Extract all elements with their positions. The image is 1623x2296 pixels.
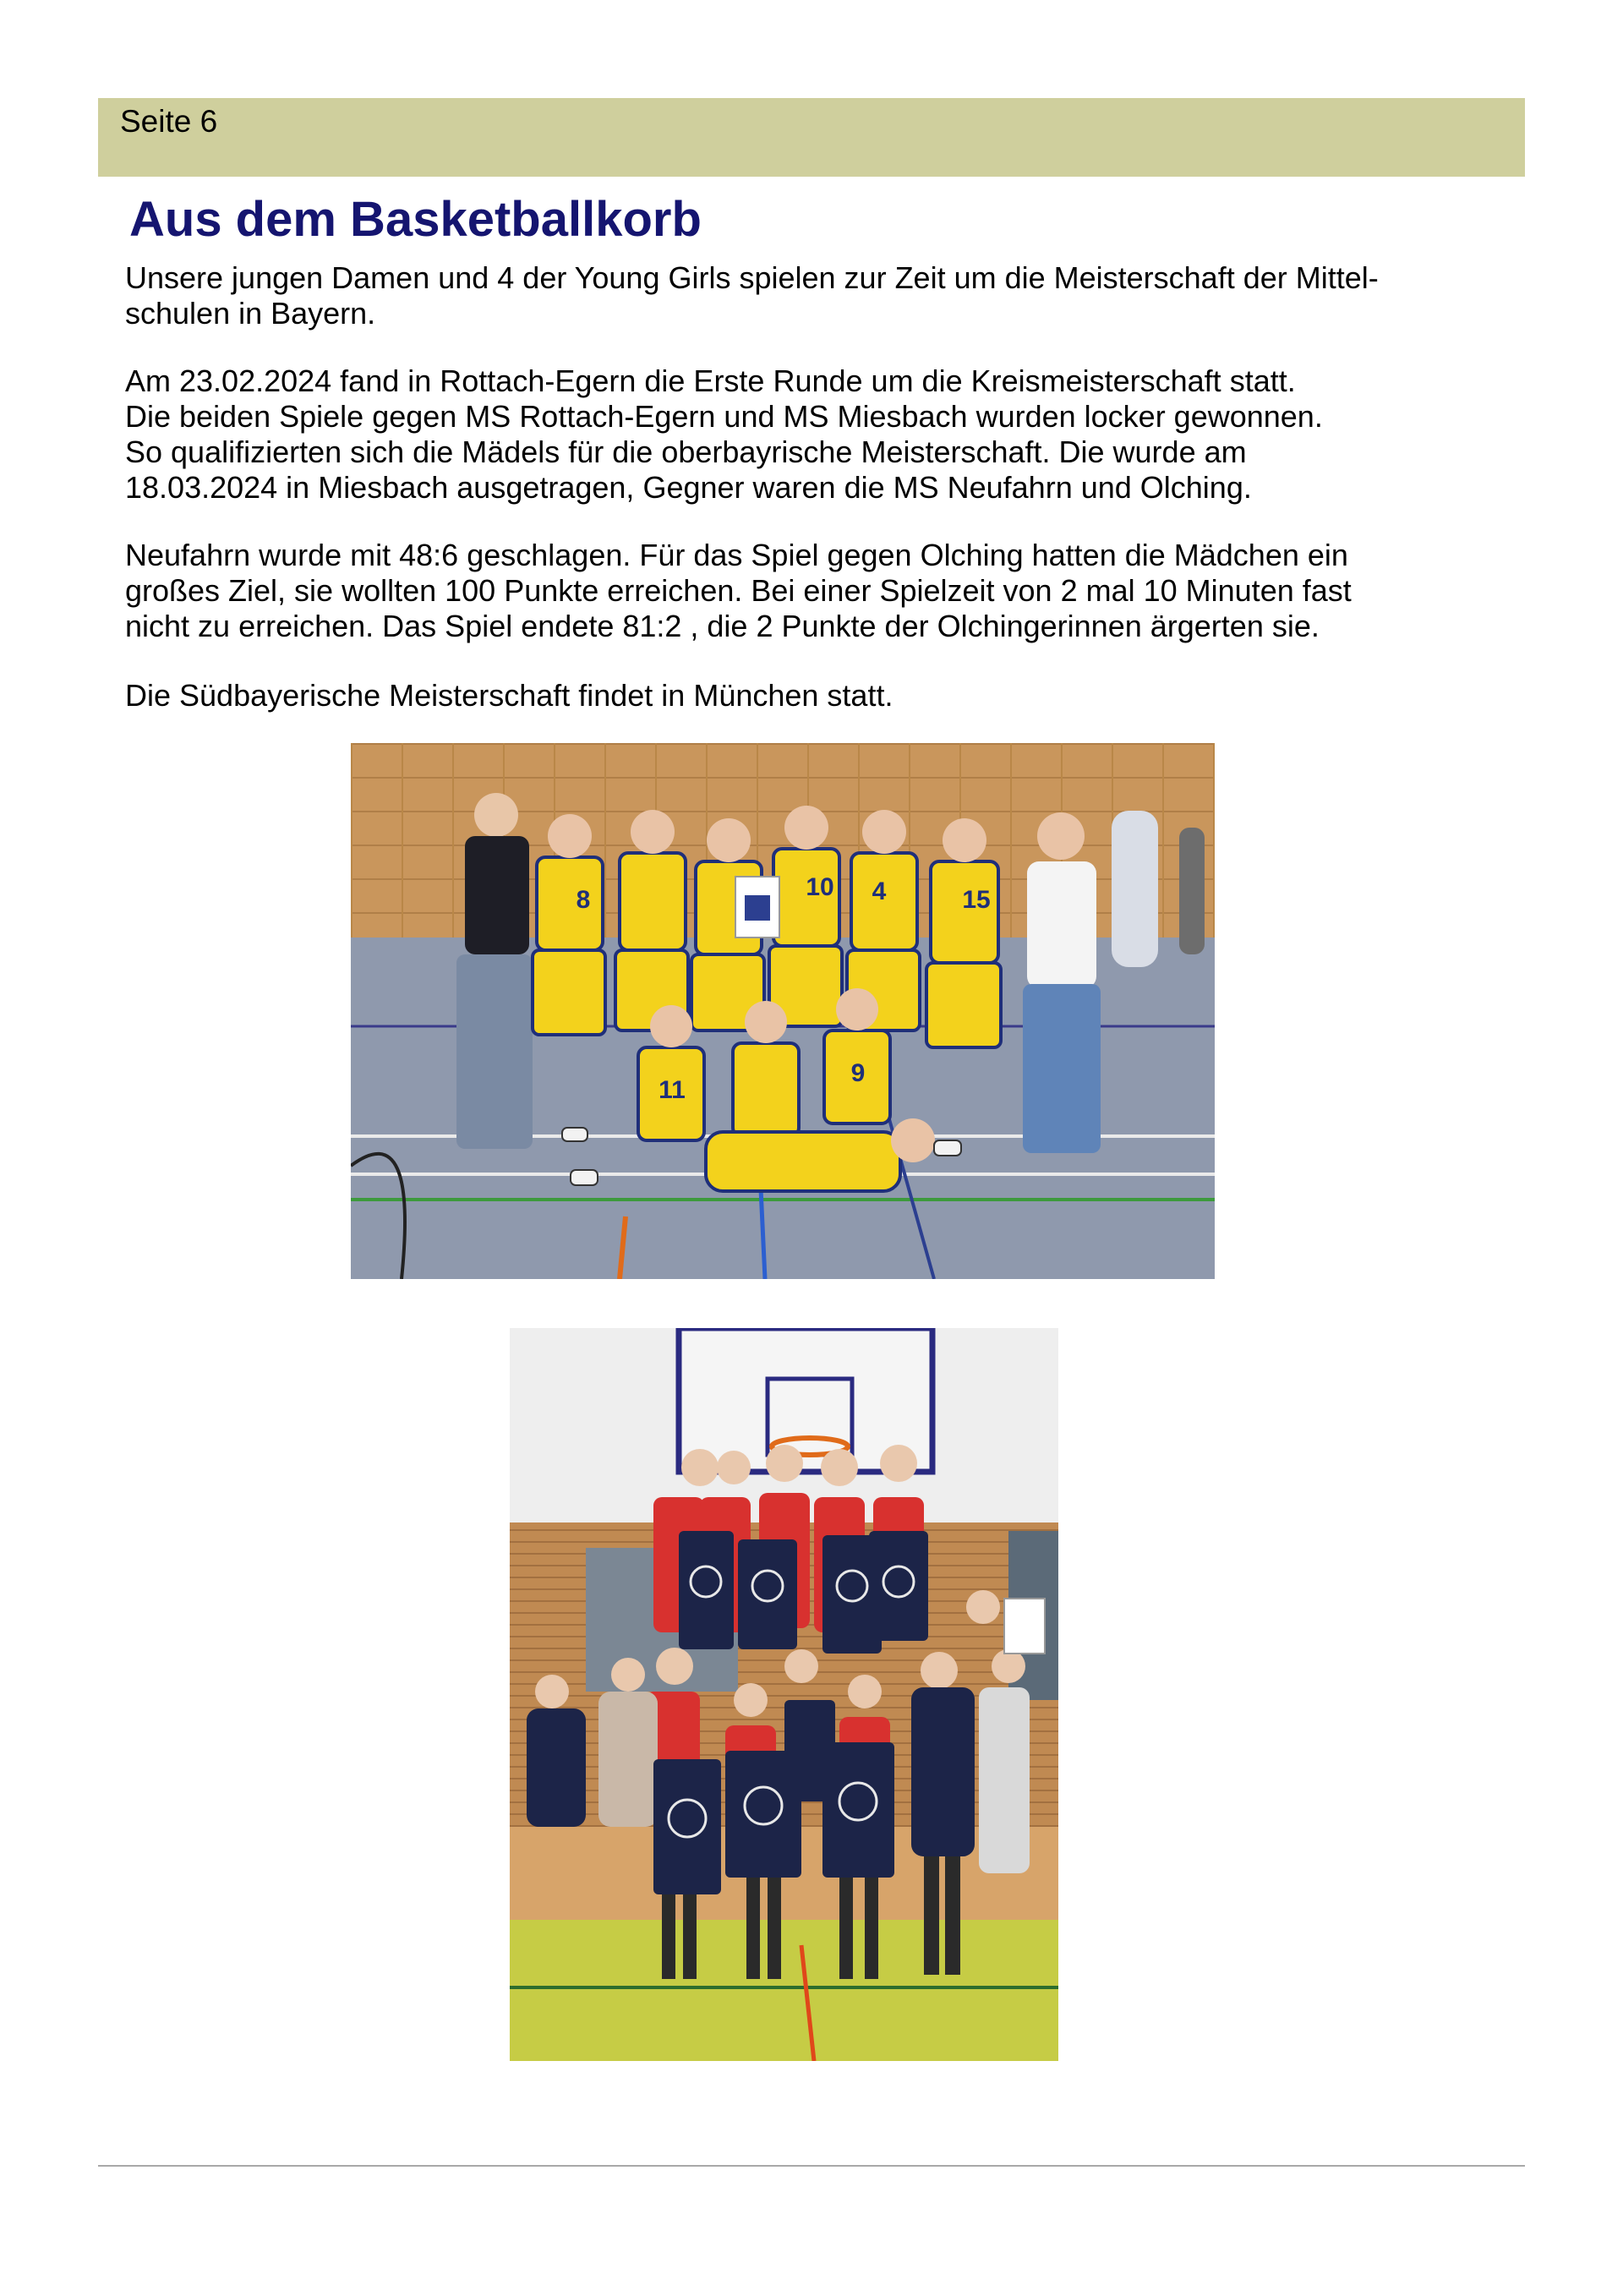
jersey-number: 11 bbox=[658, 1076, 686, 1104]
jersey-number: 10 bbox=[806, 873, 834, 901]
paragraph-intro: Unsere jungen Damen und 4 der Young Girls spielen zur Zeit um die Meisterschaft der Mittel- schulen in Bayern. bbox=[125, 260, 1379, 331]
paragraph-outlook: Die Südbayerische Meisterschaft findet in München statt. bbox=[125, 678, 893, 713]
team-photo-yellow bbox=[351, 743, 1215, 1279]
jersey-number: 8 bbox=[576, 886, 591, 914]
paragraph-results: Neufahrn wurde mit 48:6 geschlagen. Für das Spiel gegen Olching hatten die Mädchen ein großes Ziel, sie wollten 100 Punkte erreichen. Bei einer Spielzeit von 2 mal 10 Minuten fast nicht zu erreichen. Das Spiel endete 81:2 , die 2 Punkte der Olchingerinnen ärgerten sie. bbox=[125, 538, 1352, 643]
article-title: Aus dem Basketballkorb bbox=[129, 192, 702, 247]
paragraph-first-round: Am 23.02.2024 fand in Rottach-Egern die Erste Runde um die Kreismeisterschaft statt. Die beiden Spiele gegen MS Rottach-Egern und MS Miesbach wurden locker gewonnen. So qualifizierten sich die Mädels für die oberbayrische Meisterschaft. Die wurde am 18.03.2024 in Miesbach ausgetragen, Gegner waren die MS Neufahrn und Olching. bbox=[125, 364, 1323, 505]
jersey-number: 15 bbox=[962, 886, 991, 914]
jersey-number: 4 bbox=[872, 877, 887, 905]
page-number: Seite 6 bbox=[120, 104, 218, 139]
footer-divider bbox=[98, 2165, 1525, 2167]
team-photo-red bbox=[510, 1328, 1058, 2061]
header-bar bbox=[98, 98, 1525, 177]
jersey-number: 9 bbox=[850, 1059, 866, 1087]
article-body bbox=[125, 260, 1478, 741]
